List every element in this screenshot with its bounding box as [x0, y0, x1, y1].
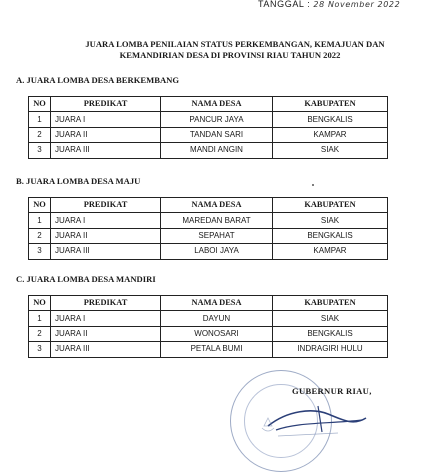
cell-no: 3 [29, 244, 51, 259]
table-row [29, 127, 388, 142]
header-kabupaten: KABUPATEN [273, 296, 388, 311]
table-row [29, 311, 388, 326]
header-no: NO [29, 97, 51, 112]
table-row [29, 213, 388, 228]
cell-no: 2 [29, 228, 51, 243]
table-header-row [29, 198, 388, 213]
date-handwritten: 28 November 2022 [313, 0, 401, 9]
cell-no: 1 [29, 213, 51, 228]
signature-title: GUBERNUR RIAU, [292, 386, 372, 396]
table-row [29, 342, 388, 357]
cell-kabupaten: SIAK [273, 143, 388, 158]
cell-nama-desa: SEPAHAT [161, 228, 273, 243]
header-nama-desa: NAMA DESA [161, 296, 273, 311]
section-heading-a: A. JUARA LOMBA DESA BERKEMBANG [16, 75, 180, 85]
cell-kabupaten: KAMPAR [273, 127, 388, 142]
table-row [29, 143, 388, 158]
table-desa-berkembang [28, 96, 388, 159]
cell-nama-desa: LABOI JAYA [161, 244, 273, 259]
table-header-row [29, 296, 388, 311]
cell-nama-desa: DAYUN [161, 311, 273, 326]
cell-kabupaten: SIAK [273, 311, 388, 326]
table-desa-maju [28, 197, 388, 260]
cell-predikat: JUARA II [51, 228, 161, 243]
cell-kabupaten: BENGKALIS [273, 112, 388, 127]
header-predikat: PREDIKAT [51, 198, 161, 213]
cell-no: 1 [29, 112, 51, 127]
cell-nama-desa: PANCUR JAYA [161, 112, 273, 127]
header-kabupaten: KABUPATEN [273, 198, 388, 213]
cell-predikat: JUARA III [51, 143, 161, 158]
cell-nama-desa: WONOSARI [161, 326, 273, 341]
header-no: NO [29, 198, 51, 213]
table-row [29, 326, 388, 341]
cell-nama-desa: PETALA BUMI [161, 342, 273, 357]
header-no: NO [29, 296, 51, 311]
header-predikat: PREDIKAT [51, 97, 161, 112]
table-header-row [29, 97, 388, 112]
cell-no: 1 [29, 311, 51, 326]
document-title-line-1: JUARA LOMBA PENILAIAN STATUS PERKEMBANGAN, KEMAJUAN DAN [85, 39, 385, 49]
header-kabupaten: KABUPATEN [273, 97, 388, 112]
table-row [29, 112, 388, 127]
table-desa-mandiri [28, 295, 388, 358]
cell-nama-desa: MANDI ANGIN [161, 143, 273, 158]
header-nama-desa: NAMA DESA [161, 198, 273, 213]
date-line [258, 0, 400, 9]
cell-no: 2 [29, 326, 51, 341]
cell-no: 3 [29, 342, 51, 357]
cell-kabupaten: INDRAGIRI HULU [273, 342, 388, 357]
cell-predikat: JUARA I [51, 112, 161, 127]
cell-no: 2 [29, 127, 51, 142]
section-heading-c: C. JUARA LOMBA DESA MANDIRI [16, 274, 156, 284]
cell-predikat: JUARA I [51, 311, 161, 326]
cell-kabupaten: BENGKALIS [273, 326, 388, 341]
cell-predikat: JUARA III [51, 244, 161, 259]
section-heading-b: B. JUARA LOMBA DESA MAJU [16, 176, 141, 186]
table-row [29, 228, 388, 243]
cell-predikat: JUARA II [51, 127, 161, 142]
document-title-line-2: KEMANDIRIAN DESA DI PROVINSI RIAU TAHUN 2022 [119, 50, 341, 60]
cell-predikat: JUARA II [51, 326, 161, 341]
header-nama-desa: NAMA DESA [161, 97, 273, 112]
handwritten-signature-icon [258, 400, 378, 440]
date-label: TANGGAL : [258, 0, 311, 9]
cell-kabupaten: BENGKALIS [273, 228, 388, 243]
cell-kabupaten: KAMPAR [273, 244, 388, 259]
cell-kabupaten: SIAK [273, 213, 388, 228]
cell-nama-desa: TANDAN SARI [161, 127, 273, 142]
cell-no: 3 [29, 143, 51, 158]
scan-speck [312, 184, 314, 186]
cell-predikat: JUARA I [51, 213, 161, 228]
table-row [29, 244, 388, 259]
cell-predikat: JUARA III [51, 342, 161, 357]
header-predikat: PREDIKAT [51, 296, 161, 311]
cell-nama-desa: MAREDAN BARAT [161, 213, 273, 228]
